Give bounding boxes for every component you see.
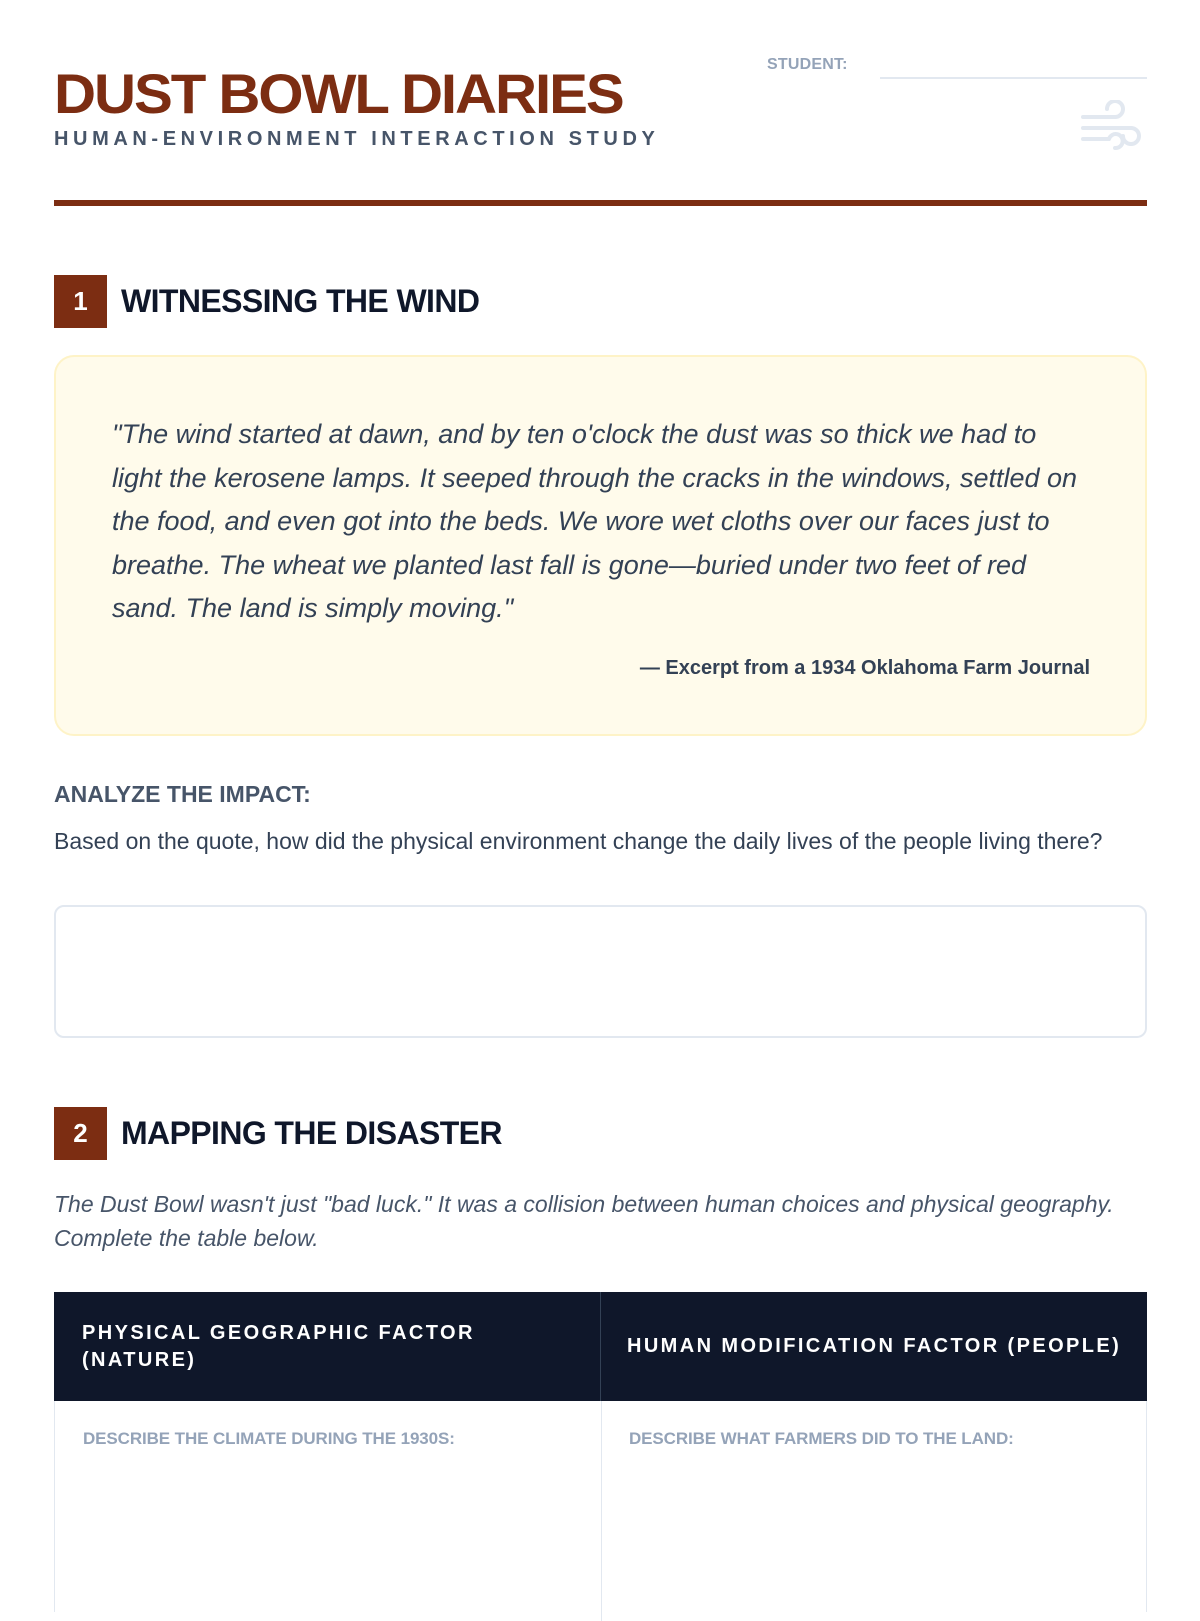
column-divider [601, 1401, 602, 1621]
section-title: MAPPING THE DISASTER [121, 1115, 502, 1151]
worksheet-header [54, 0, 1147, 206]
column-header-people: HUMAN MODIFICATION FACTOR (PEOPLE) [627, 1335, 1122, 1357]
section-2-intro: The Dust Bowl wasn't just "bad luck." It was a collision between human choices and physical geography. Complete the table below. [54, 1191, 1114, 1251]
student-name-field[interactable] [880, 77, 1147, 79]
quote-source: — Excerpt from a 1934 Oklahoma Farm Journal [639, 657, 1090, 679]
analyze-question: Based on the quote, how did the physical environment change the daily lives of the people living there? [54, 828, 1103, 854]
journal-quote: "The wind started at dawn, and by ten o'clock the dust was so thick we had to light the kerosene lamps. It seeped through the cracks in the windows, settled on the food, and even got into the beds. We wore wet cloths over our faces just to breathe. The wheat we planted last fall is gone—buried under two feet of red sand. The land is simply moving." [112, 419, 1078, 623]
climate-prompt: DESCRIBE THE CLIMATE DURING THE 1930S: [83, 1429, 455, 1448]
section-title: WITNESSING THE WIND [121, 283, 480, 319]
header-divider [54, 200, 1147, 206]
farmers-prompt: DESCRIBE WHAT FARMERS DID TO THE LAND: [629, 1429, 1014, 1448]
worksheet-page [54, 0, 1147, 1600]
quote-box [54, 355, 1147, 736]
impact-answer-box[interactable] [54, 905, 1147, 1038]
analyze-label: ANALYZE THE IMPACT: [54, 781, 311, 807]
table-header-row [54, 1292, 1147, 1401]
column-header-nature: PHYSICAL GEOGRAPHIC FACTOR (NATURE) [54, 1292, 601, 1401]
section-number-badge: 1 [54, 275, 107, 328]
student-label: STUDENT: [767, 56, 848, 73]
section-number-badge: 2 [54, 1107, 107, 1160]
factors-table [54, 1292, 1147, 1612]
worksheet-title: DUST BOWL DIARIES [54, 62, 623, 125]
wind-icon [1081, 100, 1147, 156]
worksheet-subtitle: HUMAN-ENVIRONMENT INTERACTION STUDY [54, 128, 660, 150]
